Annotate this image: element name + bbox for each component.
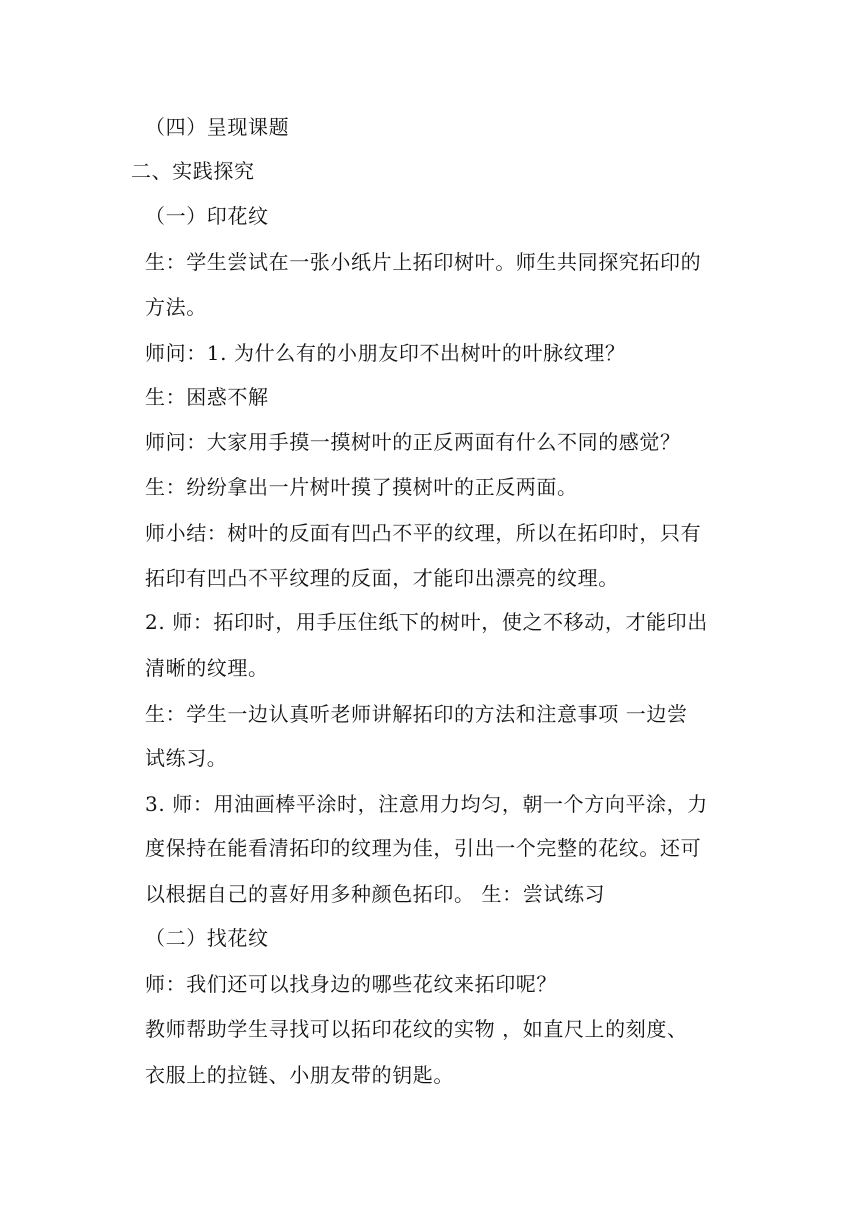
paragraph-line: 生：学生尝试在一张小纸片上拓印树叶。师生共同探究拓印的 bbox=[145, 250, 702, 274]
paragraph-line: 师问：大家用手摸一摸树叶的正反两面有什么不同的感觉？ bbox=[145, 430, 681, 454]
paragraph-line: 教师帮助学生寻找可以拓印花纹的实物 ，如直尺上的刻度、 bbox=[145, 1017, 688, 1041]
section-heading-practice: 二、实践探究 bbox=[131, 159, 255, 183]
subsection-heading-print-pattern: （一）印花纹 bbox=[145, 204, 269, 228]
paragraph-line: 师问：1. 为什么有的小朋友印不出树叶的叶脉纹理？ bbox=[145, 341, 626, 365]
paragraph-line: 以根据自己的喜好用多种颜色拓印。 生：尝试练习 bbox=[145, 882, 606, 906]
paragraph-line: 2. 师：拓印时，用手压住纸下的树叶，使之不移动，才能印出 bbox=[145, 610, 708, 634]
paragraph-line: 3. 师：用油画棒平涂时，注意用力均匀，朝一个方向平涂，力 bbox=[145, 792, 708, 816]
paragraph-line: 拓印有凹凸不平纹理的反面，才能印出漂亮的纹理。 bbox=[145, 566, 619, 590]
paragraph-line: 试练习。 bbox=[145, 746, 228, 770]
paragraph-line: 师小结：树叶的反面有凹凸不平的纹理，所以在拓印时，只有 bbox=[145, 521, 702, 545]
paragraph-line: 方法。 bbox=[145, 295, 207, 319]
section-heading-present-topic: （四）呈现课题 bbox=[145, 115, 290, 139]
paragraph-line: 生：纷纷拿出一片树叶摸了摸树叶的正反两面。 bbox=[145, 475, 578, 499]
paragraph-line: 生：学生一边认真听老师讲解拓印的方法和注意事项 一边尝 bbox=[145, 702, 688, 726]
paragraph-line: 生：困惑不解 bbox=[145, 385, 269, 409]
paragraph-line: 衣服上的拉链、小朋友带的钥匙。 bbox=[145, 1063, 454, 1087]
subsection-heading-find-pattern: （二）找花纹 bbox=[145, 926, 269, 950]
paragraph-line: 清晰的纹理。 bbox=[145, 656, 269, 680]
paragraph-line: 师：我们还可以找身边的哪些花纹来拓印呢？ bbox=[145, 972, 557, 996]
paragraph-line: 度保持在能看清拓印的纹理为佳，引出一个完整的花纹。还可 bbox=[145, 836, 702, 860]
